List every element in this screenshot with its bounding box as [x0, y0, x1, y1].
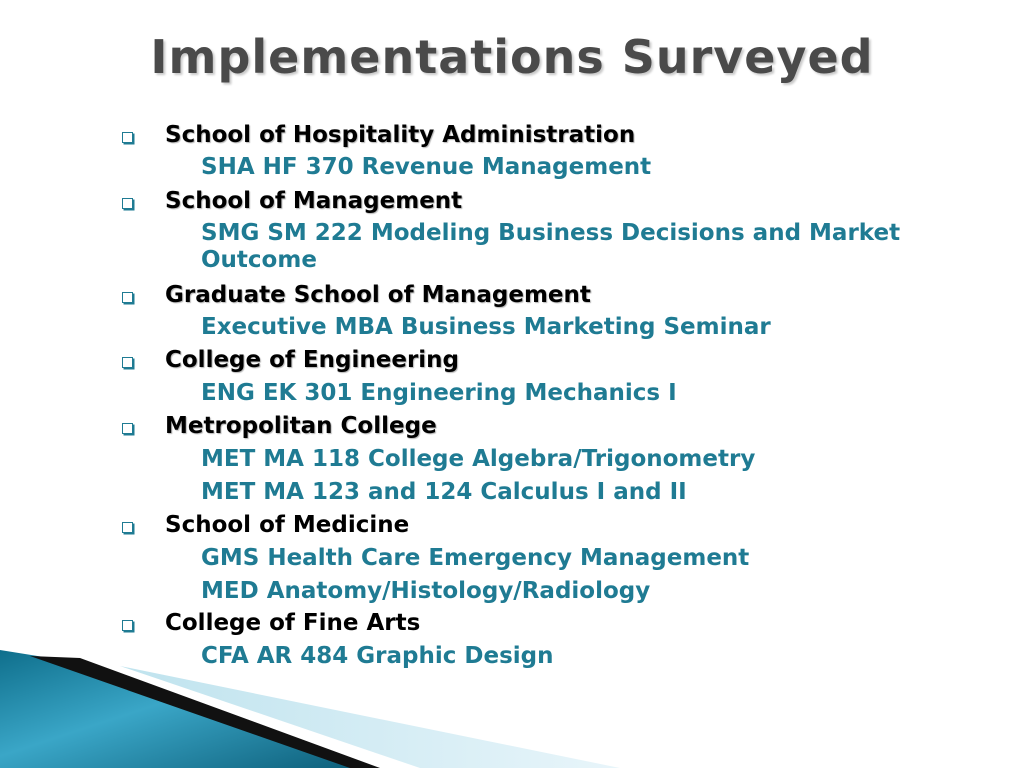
- course-name: SHA HF 370 Revenue Management: [201, 154, 652, 180]
- school-name: Graduate School of Management: [165, 282, 591, 308]
- course-name: MET MA 123 and 124 Calculus I and II: [201, 479, 687, 505]
- hollow-square-bullet-icon: [122, 132, 133, 143]
- hollow-square-bullet-icon: [122, 292, 133, 303]
- decorative-corner-swoosh: [0, 638, 1024, 768]
- hollow-square-bullet-icon: [122, 522, 133, 533]
- course-name: MED Anatomy/Histology/Radiology: [201, 578, 651, 604]
- course-name: GMS Health Care Emergency Management: [201, 545, 750, 571]
- school-name: School of Medicine: [165, 512, 410, 538]
- course-name: MET MA 118 College Algebra/Trigonometry: [201, 446, 756, 472]
- school-name: School of Hospitality Administration: [165, 122, 636, 148]
- school-name: School of Management: [165, 188, 463, 214]
- slide-title: Implementations Surveyed: [150, 30, 874, 84]
- course-name: SMG SM 222 Modeling Business Decisions and Market Outcome: [201, 220, 901, 273]
- course-name: CFA AR 484 Graphic Design: [201, 643, 554, 669]
- course-name: Executive MBA Business Marketing Seminar: [201, 314, 771, 340]
- school-name: College of Engineering: [165, 347, 460, 373]
- hollow-square-bullet-icon: [122, 357, 133, 368]
- school-name: College of Fine Arts: [165, 610, 421, 636]
- course-name: ENG EK 301 Engineering Mechanics I: [201, 380, 677, 406]
- hollow-square-bullet-icon: [122, 423, 133, 434]
- hollow-square-bullet-icon: [122, 198, 133, 209]
- school-name: Metropolitan College: [165, 413, 437, 439]
- hollow-square-bullet-icon: [122, 620, 133, 631]
